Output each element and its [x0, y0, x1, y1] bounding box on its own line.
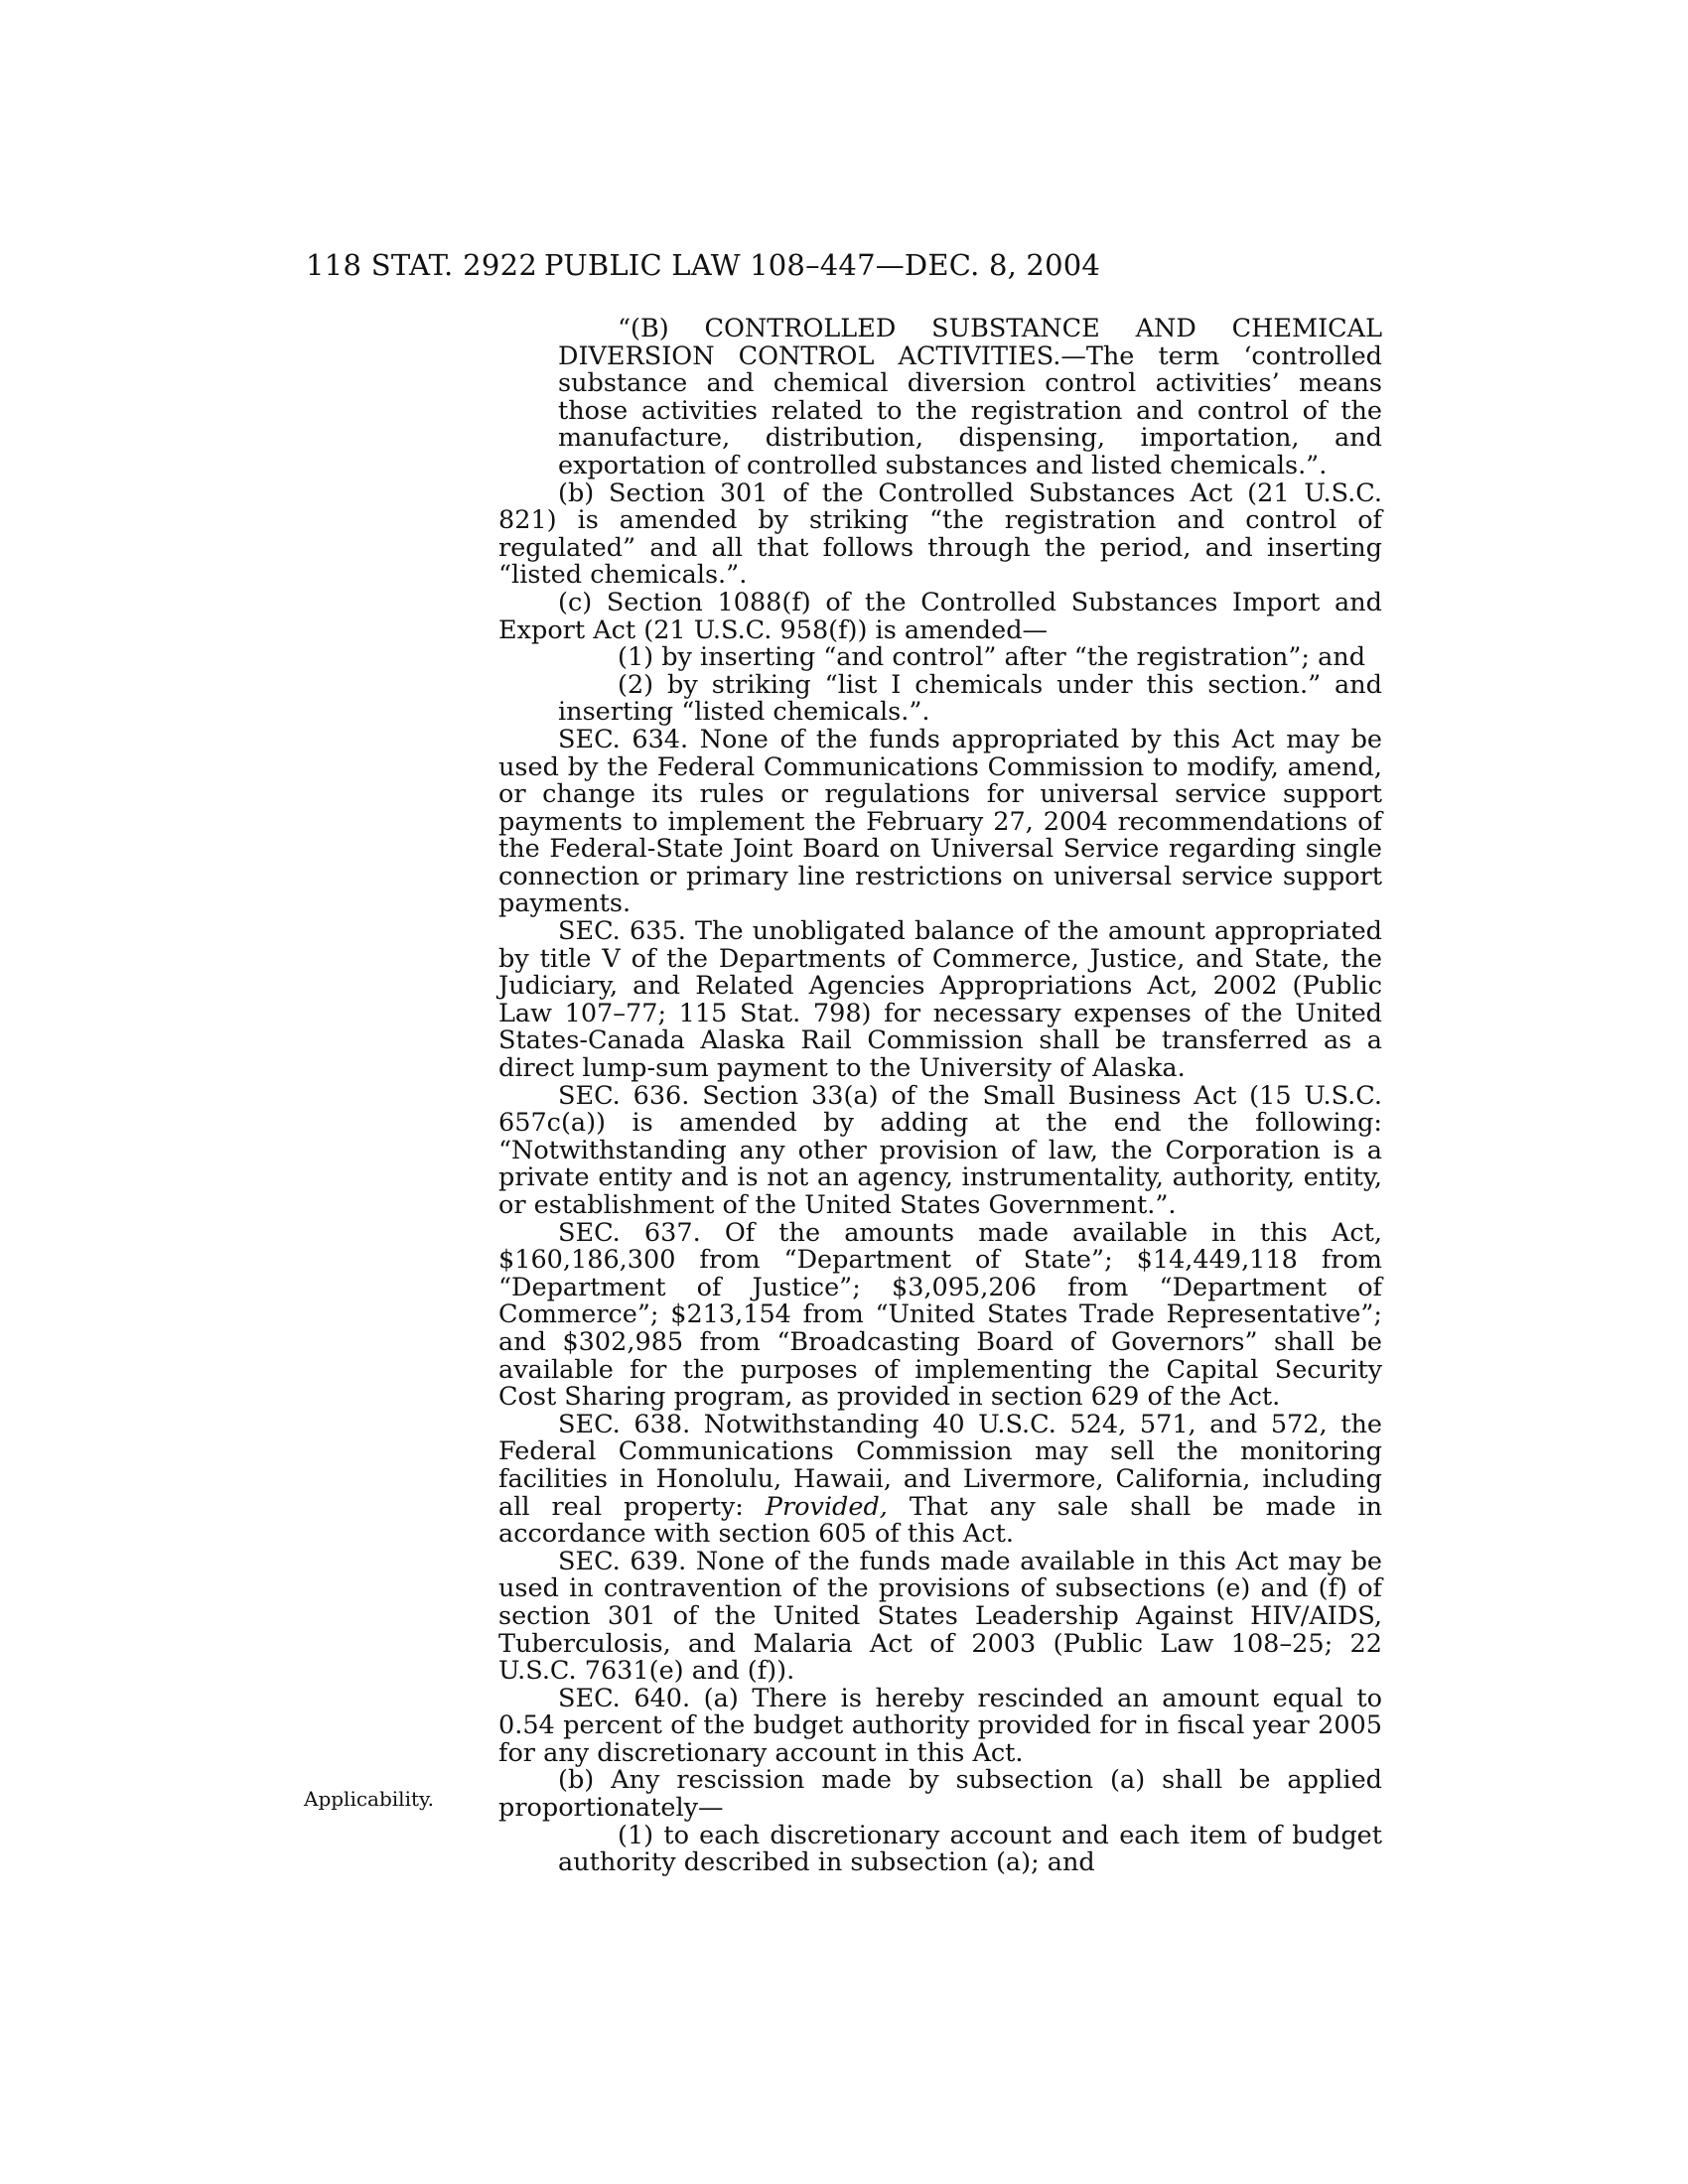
section-635	[498, 918, 1382, 1083]
section-text-cont: That any sale shall be made in accordance with section 605 of this Act.	[498, 1491, 1382, 1550]
statute-page-number: 118 STAT. 2922	[306, 248, 538, 282]
section-label: SEC. 636.	[558, 1080, 690, 1111]
definition-text: —The term ‘controlled substance and chemical diversion control activities’ means those activities related to the registration and control of the manufacture, distribution, dispensing, importation, and exportation of controlled substances and listed chemicals.”.	[558, 341, 1383, 480]
definition-heading: “(B) CONTROLLED SUBSTANCE AND CHEMICAL DIVERSION CONTROL ACTIVITIES.	[558, 314, 1382, 371]
section-label: SEC. 637.	[558, 1217, 701, 1248]
margin-note-applicability: Applicability.	[304, 1787, 434, 1811]
section-637	[498, 1217, 1382, 1413]
section-text: The unobligated balance of the amount appropriated by title V of the Departments of Commerce, Justice, and State, the Judiciary, and Related Agencies Appropriations Act, 2002 (Public Law 107–77; 115 Stat. 798) for necessary expenses of the United States-Canada Alaska Rail Commission shall be transferred as a direct lump-sum payment to the University of Alaska.	[498, 916, 1382, 1084]
page-header	[0, 248, 1688, 288]
section-640-b: (b) Any rescission made by subsection (a) shall be applied proportionately—	[498, 1765, 1382, 1824]
section-text: Notwithstanding 40 U.S.C. 524, 571, and 572, the Federal Communications Commission may sell the monitoring facilities in Honolulu, Hawaii, and Livermore, California, including all real property:	[498, 1409, 1382, 1522]
paragraph-section-1088f: (c) Section 1088(f) of the Controlled Substances Import and Export Act (21 U.S.C. 958(f)) is amended—	[498, 587, 1382, 645]
section-label: SEC. 640.	[558, 1683, 691, 1713]
section-text: Section 33(a) of the Small Business Act (15 U.S.C. 657c(a)) is amended by adding at the end the following: “Notwithstanding any other provision of law, the Corporation is a private entity and is not an agency, instrumentality, authority, entity, or establishment of the United States Government.”.	[498, 1080, 1382, 1220]
public-law-title: PUBLIC LAW 108–447—DEC. 8, 2004	[544, 248, 1101, 282]
section-640-b-1: (1) to each discretionary account and each item of budget authority described in subsection (a); and	[558, 1820, 1382, 1878]
list-item-2: (2) by striking “list I chemicals under this section.” and inserting “listed chemicals.”.	[558, 669, 1382, 728]
section-text: None of the funds made available in this Act may be used in contravention of the provisions of subsections (e) and (f) of section 301 of the United States Leadership Against HIV/AIDS, Tuberculosis, and Malaria Act of 2003 (Public Law 108–25; 22 U.S.C. 7631(e) and (f)).	[498, 1546, 1382, 1687]
paragraph-section-301: (b) Section 301 of the Controlled Substances Act (21 U.S.C. 821) is amended by striking “the registration and control of regulated” and all that follows through the period, and inserting “listed chemicals.”.	[498, 478, 1382, 591]
section-text: (a) There is hereby rescinded an amount equal to 0.54 percent of the budget authority provided for in fiscal year 2005 for any discretionary account in this Act.	[498, 1683, 1382, 1768]
section-638	[498, 1409, 1382, 1550]
list-item-1: (1) by inserting “and control” after “the registration”; and	[618, 642, 1366, 673]
section-639	[498, 1546, 1382, 1687]
section-640	[498, 1683, 1382, 1768]
section-text: None of the funds appropriated by this Act may be used by the Federal Communications Commission to modify, amend, or change its rules or regulations for universal service support payments to implement the February 27, 2004 recommendations of the Federal-State Joint Board on Universal Service regarding single connection or primary line restrictions on universal service support payments.	[498, 724, 1382, 919]
section-label: SEC. 634.	[558, 724, 689, 754]
document-body	[498, 316, 1382, 1877]
section-label: SEC. 638.	[558, 1409, 691, 1439]
section-634	[498, 724, 1382, 919]
section-label: SEC. 639.	[558, 1546, 687, 1576]
section-text: Of the amounts made available in this Act, $160,186,300 from “Department of State”; $14,449,118 from “Department of Justice”; $3,095,206 from “Department of Commerce”; $213,154 from “United States Trade Representative”; and $302,985 from “Broadcasting Board of Governors” shall be available for the purposes of implementing the Capital Security Cost Sharing program, as provided in section 629 of the Act.	[498, 1217, 1382, 1413]
section-label: SEC. 635.	[558, 916, 686, 947]
section-636	[498, 1080, 1382, 1220]
paragraph-definition-b	[498, 316, 1382, 480]
provided-italic: Provided,	[765, 1491, 888, 1522]
